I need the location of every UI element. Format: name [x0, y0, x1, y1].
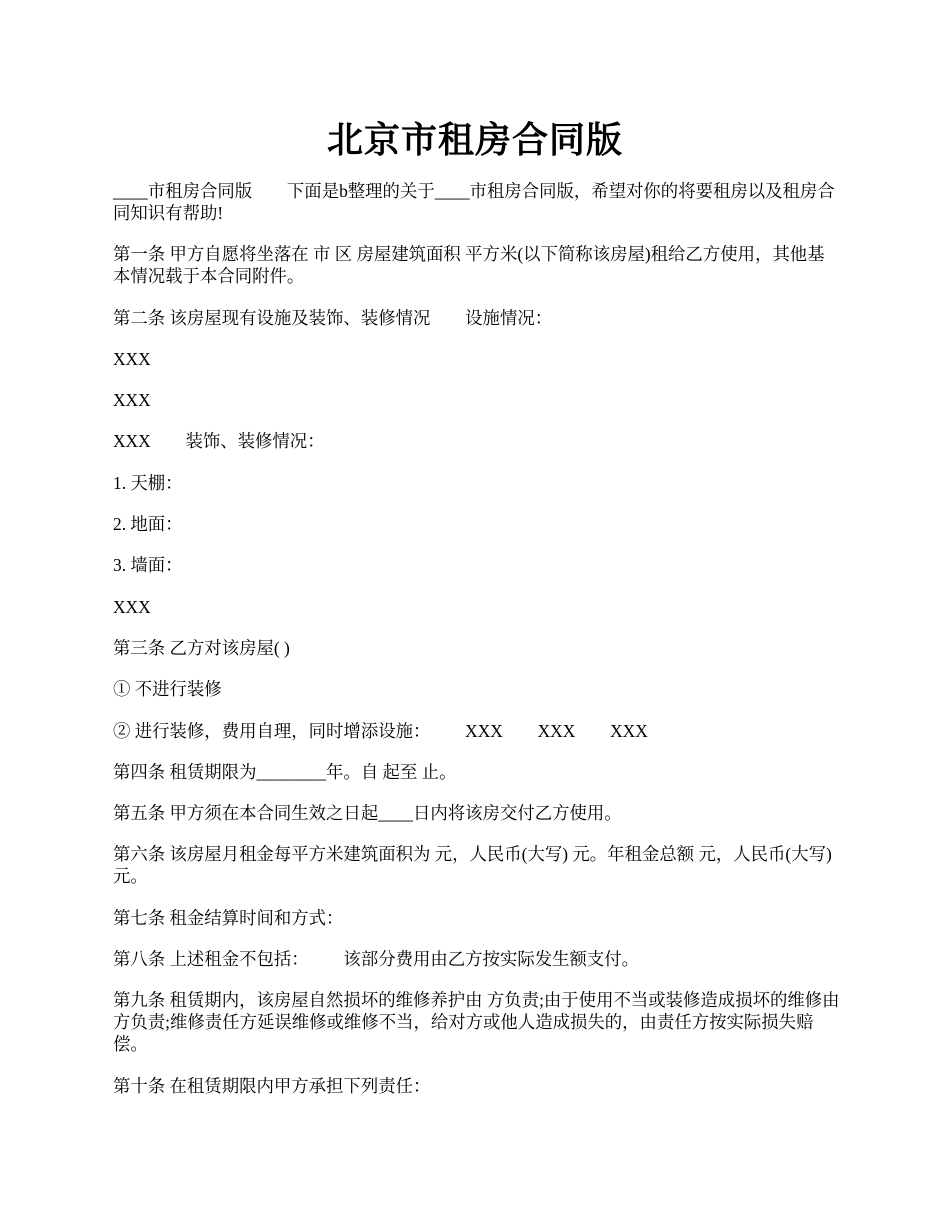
paragraph: 第五条 甲方须在本合同生效之日起____日内将该房交付乙方使用。 — [113, 803, 622, 824]
paragraph: ① 不进行装修 — [113, 679, 222, 700]
paragraph: 第八条 上述租金不包括： 该部分费用由乙方按实际发生额支付。 — [113, 949, 640, 970]
paragraph: 第三条 乙方对该房屋( ) — [113, 637, 290, 658]
document-body — [113, 180, 844, 1116]
document-title: 北京市租房合同版 — [326, 120, 623, 160]
paragraph: 1. 天棚： — [113, 472, 183, 493]
paragraph: XXX 装饰、装修情况： — [113, 431, 325, 452]
paragraph: 第二条 该房屋现有设施及装饰、装修情况 设施情况： — [113, 307, 553, 328]
paragraph: 第一条 甲方自愿将坐落在 市 区 房屋建筑面积 平方米(以下简称该房屋)租给乙方使用，其他基本情况载于本合同附件。 — [113, 244, 825, 287]
paragraph: 第七条 租金结算时间和方式： — [113, 907, 344, 928]
paragraph: 第九条 租赁期内，该房屋自然损坏的维修养护由 方负责;由于使用不当或装修造成损坏的维修由 方负责;维修责任方延误维修或维修不当，给对方或他人造成损失的，由责任方按实际损失赔偿。 — [113, 990, 844, 1055]
paragraph: 第十条 在租赁期限内甲方承担下列责任： — [113, 1075, 431, 1096]
paragraph: XXX — [113, 348, 151, 369]
paragraph: ② 进行装修，费用自理，同时增添设施： XXX XXX XXX — [113, 720, 648, 741]
paragraph: 2. 地面： — [113, 514, 183, 535]
paragraph: XXX — [113, 596, 151, 617]
paragraph: XXX — [113, 390, 151, 411]
paragraph: 第六条 该房屋月租金每平方米建筑面积为 元，人民币(大写) 元。年租金总额 元，人民币(大写) 元。 — [113, 844, 837, 887]
paragraph: 第四条 租赁期限为________年。自 起至 止。 — [113, 761, 457, 782]
paragraph: ____市租房合同版 下面是b整理的关于____市租房合同版，希望对你的将要租房以及租房合同知识有帮助! — [113, 181, 835, 223]
paragraph: 3. 墙面： — [113, 555, 183, 576]
